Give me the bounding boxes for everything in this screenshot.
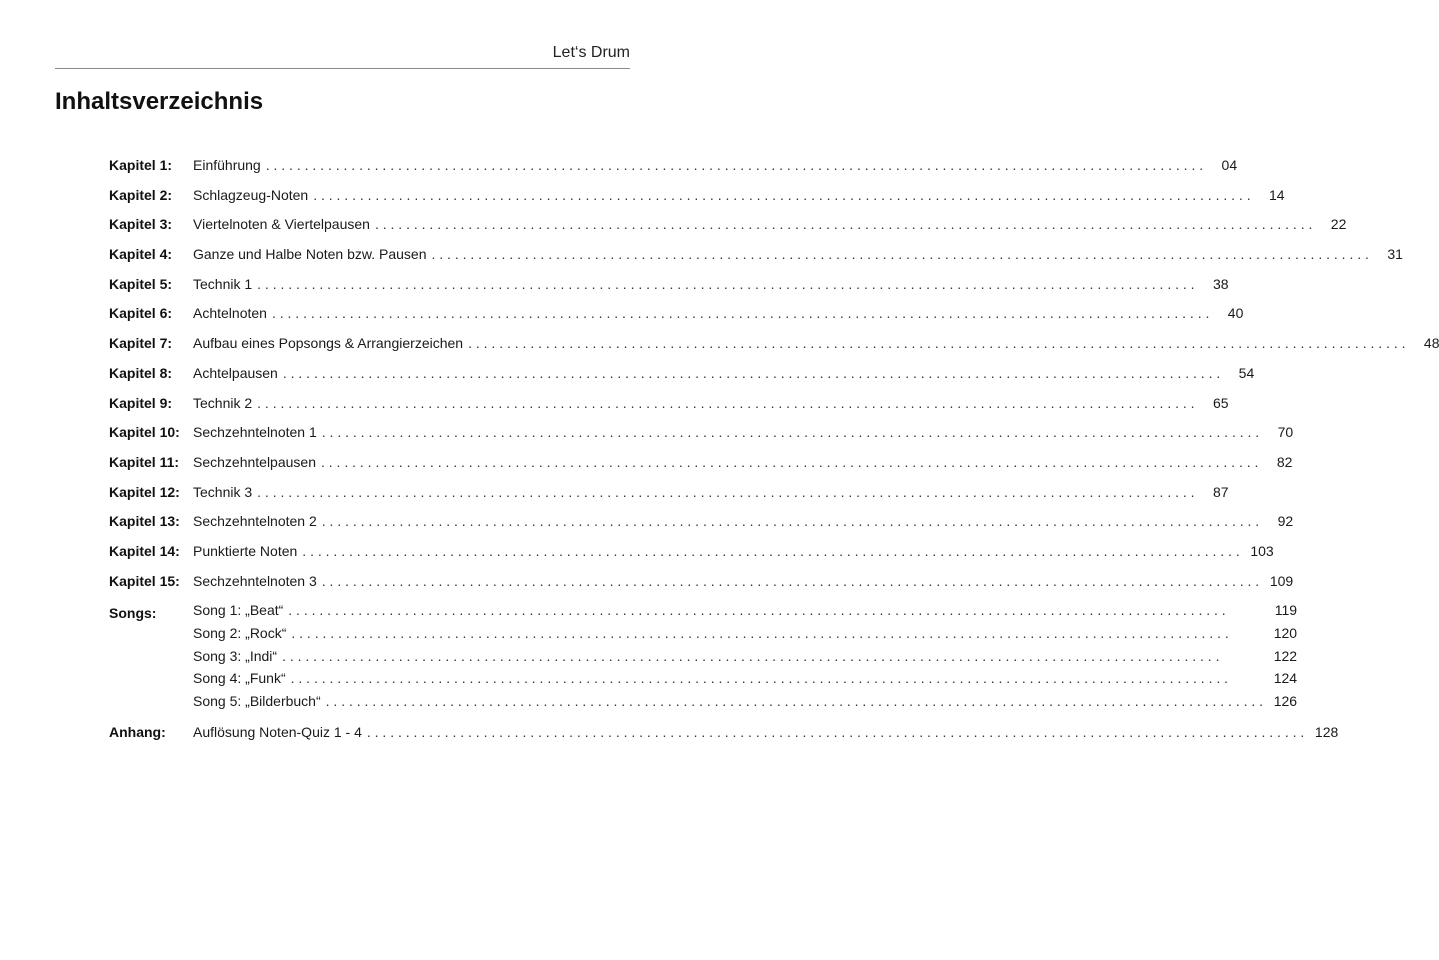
toc-entry-title: Achtelpausen	[193, 364, 278, 381]
dot-leader	[322, 573, 1259, 589]
dot-leader	[291, 670, 1263, 686]
table-of-contents	[109, 157, 1439, 753]
toc-entry-title: Technik 1	[193, 275, 253, 292]
toc-entry-page: 38	[1212, 275, 1229, 292]
dot-leader	[321, 454, 1258, 470]
toc-entry-page: 70	[1277, 424, 1294, 441]
toc-entry-page: 54	[1238, 364, 1255, 381]
dot-leader	[468, 335, 1405, 351]
toc-entry-song-5[interactable]	[193, 693, 1297, 716]
toc-entry-title: Song 2: „Rock“	[193, 625, 287, 641]
toc-entry-title: Auflösung Noten-Quiz 1 - 4	[193, 723, 362, 740]
toc-entry-title: Achtelnoten	[193, 305, 267, 322]
dot-leader	[282, 648, 1263, 664]
toc-entry-page: 82	[1276, 453, 1293, 470]
toc-entry-page: 128	[1314, 723, 1339, 740]
toc-entry-chapter-12[interactable]	[109, 483, 1229, 514]
dot-leader	[257, 484, 1194, 500]
toc-entry-chapter-8[interactable]	[109, 364, 1255, 395]
toc-entry-label: Kapitel 4:	[109, 246, 173, 263]
songs-list	[193, 602, 1297, 715]
toc-entry-chapter-2[interactable]	[109, 186, 1285, 217]
toc-entry-page: 124	[1273, 670, 1298, 687]
toc-entry-page: 120	[1273, 625, 1298, 641]
toc-entry-page: 14	[1269, 186, 1285, 203]
songs-label: Songs:	[109, 605, 157, 622]
toc-entry-label: Kapitel 15:	[109, 572, 180, 589]
toc-entry-page: 31	[1387, 246, 1403, 263]
toc-entry-title: Song 4: „Funk“	[193, 670, 286, 687]
dot-leader	[257, 276, 1194, 292]
toc-entry-title: Einführung	[193, 157, 261, 173]
toc-entry-title: Sechzehntelnoten 2	[193, 513, 317, 530]
toc-entry-page: 22	[1330, 216, 1347, 233]
toc-entry-page: 87	[1212, 483, 1229, 500]
toc-entry-title: Aufbau eines Popsongs & Arrangierzeichen	[193, 335, 464, 352]
toc-entry-page: 04	[1221, 157, 1238, 173]
page-title: Inhaltsverzeichnis	[55, 88, 264, 115]
toc-entry-title: Sechzehntelnoten 1	[193, 424, 317, 441]
toc-entry-title: Sechzehntelnoten 3	[193, 572, 317, 589]
dot-leader	[313, 187, 1250, 203]
toc-entry-song-3[interactable]	[193, 648, 1297, 671]
dot-leader	[272, 305, 1209, 321]
toc-entry-song-4[interactable]	[193, 670, 1297, 693]
dot-leader	[291, 625, 1263, 641]
toc-entry-title: Ganze und Halbe Noten bzw. Pausen	[193, 246, 427, 263]
dot-leader	[322, 424, 1259, 440]
dot-leader	[322, 513, 1259, 529]
toc-entry-label: Kapitel 14:	[109, 542, 180, 559]
dot-leader	[375, 216, 1312, 232]
toc-entry-title: Technik 3	[193, 483, 253, 500]
toc-entry-title: Punktierte Noten	[193, 542, 298, 559]
toc-entry-label: Anhang:	[109, 723, 166, 740]
toc-entry-page: 109	[1269, 572, 1294, 589]
dot-leader	[432, 246, 1369, 262]
toc-entry-chapter-10[interactable]	[109, 424, 1294, 454]
toc-entry-title: Viertelnoten & Viertelpausen	[193, 216, 370, 233]
toc-entry-title: Song 3: „Indi“	[193, 647, 278, 664]
toc-entry-label: Kapitel 9:	[109, 394, 173, 411]
toc-entry-label: Kapitel 12:	[109, 483, 180, 500]
toc-entry-label: Kapitel 8:	[109, 364, 173, 381]
toc-entry-page: 48	[1423, 335, 1439, 352]
header-rule	[55, 68, 630, 69]
toc-entry-chapter-1[interactable]	[109, 157, 1238, 187]
dot-leader	[288, 602, 1263, 618]
toc-entry-label: Kapitel 2:	[109, 186, 173, 203]
dot-leader	[283, 365, 1220, 381]
toc-entry-label: Kapitel 1:	[109, 157, 173, 173]
dot-leader	[302, 543, 1239, 559]
toc-entry-label: Kapitel 3:	[109, 216, 173, 233]
toc-entry-page: 126	[1273, 693, 1298, 710]
toc-entry-page: 119	[1274, 602, 1298, 619]
toc-entry-chapter-3[interactable]	[109, 216, 1347, 246]
toc-entry-page: 103	[1250, 542, 1274, 559]
toc-entry-page: 122	[1273, 647, 1298, 664]
toc-entry-song-1[interactable]	[193, 602, 1297, 625]
toc-entry-label: Kapitel 5:	[109, 275, 173, 292]
toc-entry-chapter-15[interactable]	[109, 572, 1294, 603]
toc-entry-appendix[interactable]	[109, 723, 1339, 754]
toc-entry-label: Kapitel 13:	[109, 513, 180, 530]
toc-entry-chapter-7[interactable]	[109, 335, 1439, 365]
toc-entry-chapter-11[interactable]	[109, 453, 1293, 484]
toc-entry-page: 92	[1277, 513, 1294, 530]
toc-entry-title: Sechzehntelpausen	[193, 453, 316, 470]
toc-entry-chapter-13[interactable]	[109, 513, 1294, 543]
toc-entry-title: Technik 2	[193, 394, 253, 411]
toc-entry-chapter-5[interactable]	[109, 275, 1229, 306]
toc-entry-label: Kapitel 7:	[109, 335, 173, 352]
toc-entry-song-2[interactable]	[193, 625, 1297, 648]
toc-entry-title: Song 5: „Bilderbuch“	[193, 693, 321, 710]
dot-leader	[257, 395, 1194, 411]
running-header: Let‘s Drum	[552, 44, 630, 61]
toc-entry-page: 65	[1212, 394, 1229, 411]
dot-leader	[367, 724, 1304, 740]
dot-leader	[266, 157, 1203, 173]
songs-section	[109, 602, 1298, 715]
toc-entry-title: Song 1: „Beat“	[193, 602, 284, 619]
toc-entry-chapter-6[interactable]	[109, 305, 1244, 335]
toc-entry-label: Kapitel 11:	[109, 453, 180, 470]
toc-entry-label: Kapitel 10:	[109, 424, 180, 441]
toc-entry-chapter-4[interactable]	[109, 246, 1403, 276]
toc-entry-title: Schlagzeug-Noten	[193, 186, 309, 203]
toc-entry-chapter-14[interactable]	[109, 542, 1274, 573]
dot-leader	[326, 693, 1263, 709]
toc-entry-chapter-9[interactable]	[109, 394, 1229, 425]
toc-entry-page: 40	[1227, 305, 1244, 322]
toc-entry-label: Kapitel 6:	[109, 305, 173, 322]
